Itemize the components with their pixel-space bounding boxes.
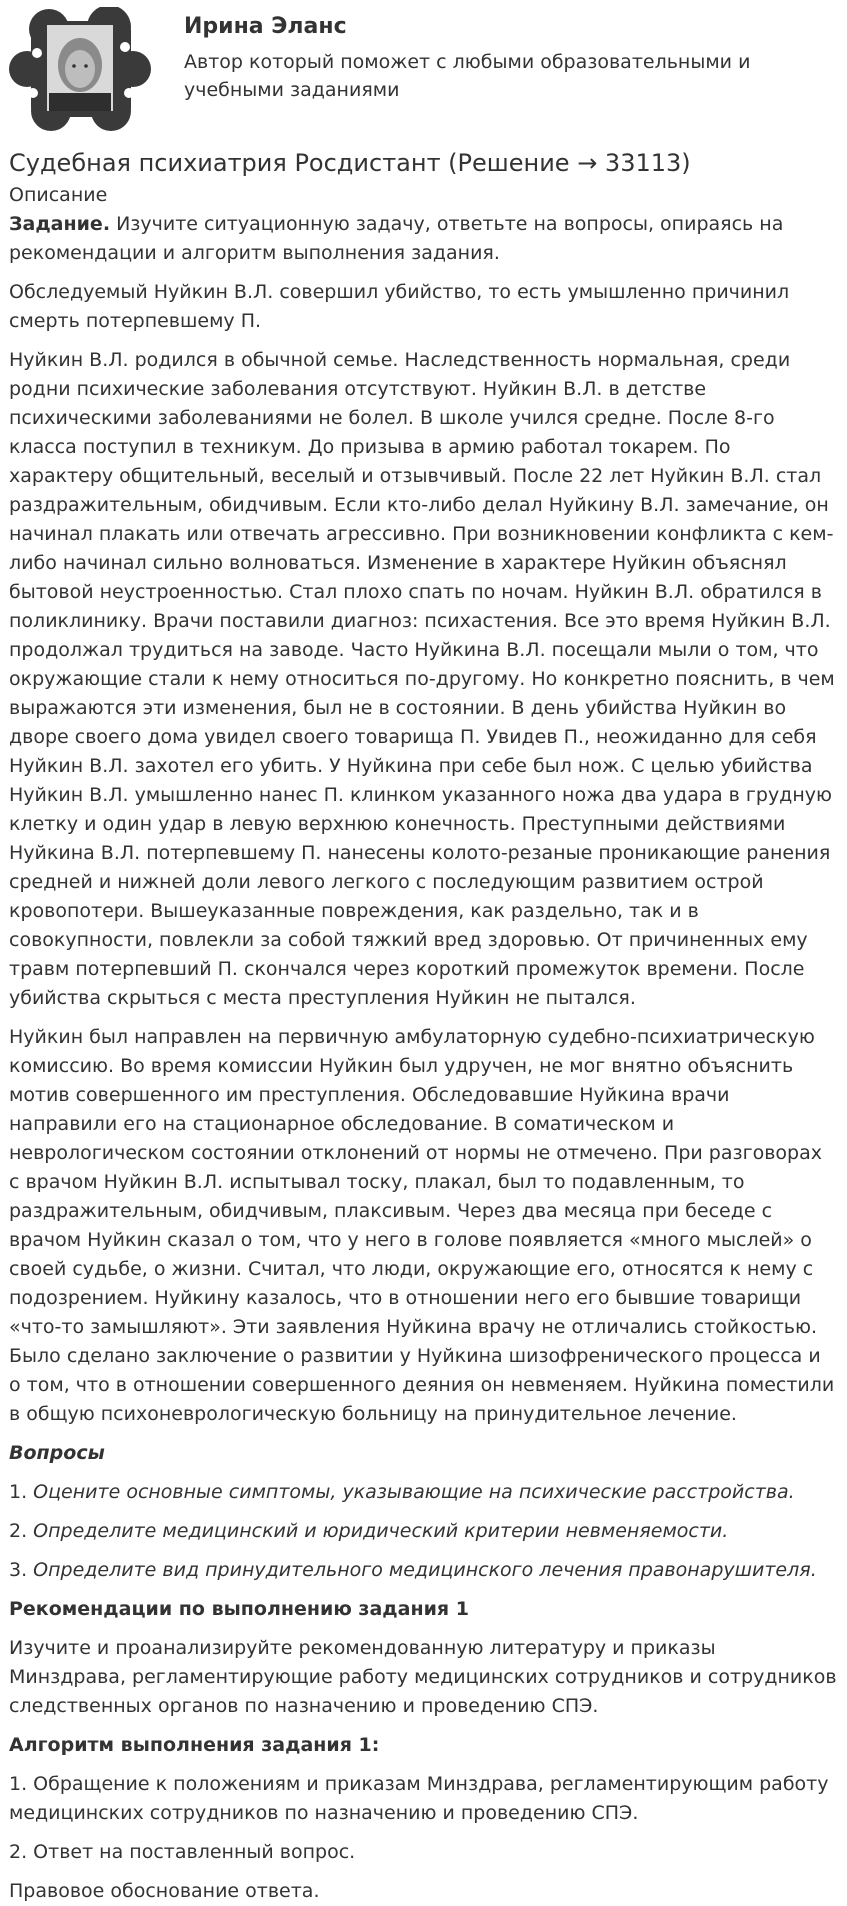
case-paragraph-2: Нуйкин В.Л. родился в обычной семье. Наследственность нормальная, среди родни психические заболевания отсутствуют. Нуйкин В.Л. в детстве психическими заболеваниями не болел. В школе учился средне. После 8-го класса поступил в техникум. До призыва в армию работал токарем. По характеру общительный, веселый и отзывчивый. После 22 лет Нуйкин В.Л. стал раздражительным, обидчивым. Если кто-либо делал Нуйкину В.Л. замечание, он начинал плакать или отвечать агрессивно. При возникновении конфликта с кем-либо начинал сильно волноваться. Изменение в характере Нуйкин объяснял бытовой неустроенностью. Стал плохо спать по ночам. Нуйкин В.Л. обратился в поликлинику. Врачи поставили диагноз: психастения. Все это время Нуйкин В.Л. продолжал трудиться на заводе. Часто Нуйкина В.Л. посещали мыли о том, что окружающие стали к нему относиться по-другому. Но конкретно пояснить, в чем выражаются эти изменения, был не в состоянии. В день убийства Нуйкин во дворе своего дома увидел своего товарища П. Увидев П., неожиданно для себя Нуйкин В.Л. захотел его убить. У Нуйкина при себе был нож. С целью убийства Нуйкин В.Л. умышленно нанес П. клинком указанного ножа два удара в грудную клетку и один удар в левую верхнюю конечность. Преступными действиями Нуйкина В.Л. потерпевшему П. нанесены колото-резаные проникающие ранения средней и нижней доли левого легкого с последующим развитием острой кровопотери. Вышеуказанные повреждения, как раздельно, так и в совокупности, повлекли за собой тяжкий вред здоровью. От причиненных ему травм потерпевший П. скончался через короткий промежуток времени. После убийства скрыться с места преступления Нуйкин не пытался. <box>9 349 835 1009</box>
author-name[interactable]: Ирина Эланс <box>184 14 347 39</box>
author-block <box>9 0 837 138</box>
recommendations-heading: Рекомендации по выполнению задания 1 <box>9 1598 469 1620</box>
question-text: Определите вид принудительного медицинского лечения правонарушителя. <box>33 1559 817 1581</box>
questions-heading: Вопросы <box>9 1442 105 1464</box>
question-number: 2. <box>9 1520 34 1542</box>
case-paragraph-3: Нуйкин был направлен на первичную амбулаторную судебно-психиатрическую комиссию. Во время комиссии Нуйкин был удручен, не мог внятно объяснить мотив совершенного им преступления. Обследовавшие Нуйкина врачи направили его на стационарное обследование. В соматическом и неврологическом состоянии отклонений от нормы не отмечено. При разговорах с врачом Нуйкин В.Л. испытывал тоску, плакал, был то подавленным, то раздражительным, обидчивым, плаксивым. Через два месяца при беседе с врачом Нуйкин сказал о том, что у него в голове появляется «много мыслей» о своей судьбе, о жизни. Считал, что люди, окружающие его, относятся к нему с подозрением. Нуйкину казалось, что в отношении него его бывшие товарищи «что-то замышляют». Эти заявления Нуйкина врачу не отличались стойкостью. Было сделано заключение о развитии у Нуйкина шизофренического процесса и о том, что в отношении совершенного деяния он невменяем. Нуйкина поместили в общую психоневрологическую больницу на принудительное лечение. <box>9 1026 835 1425</box>
task-label: Задание. <box>9 213 111 235</box>
question-item <box>9 1517 837 1546</box>
case-paragraph-1: Обследуемый Нуйкин В.Л. совершил убийство, то есть умышленно причинил смерть потерпевшему П. <box>9 281 790 332</box>
question-text: Оцените основные симптомы, указывающие на психические расстройства. <box>33 1481 795 1503</box>
question-item <box>9 1556 837 1585</box>
author-description: Автор который поможет с любыми образовательными и учебными заданиями <box>184 51 751 101</box>
algorithm-item: 2. Ответ на поставленный вопрос. <box>9 1841 356 1863</box>
author-avatar[interactable] <box>9 7 151 131</box>
algorithm-heading: Алгоритм выполнения задания 1: <box>9 1734 380 1756</box>
author-info <box>184 13 804 104</box>
task-paragraph <box>9 210 837 268</box>
algorithm-item: Правовое обоснование ответа. <box>9 1880 320 1902</box>
recommendations-text: Изучите и проанализируйте рекомендованную литературу и приказы Минздрава, регламентирующие работу медицинских сотрудников и сотрудников следственных органов по назначению и проведению СПЭ. <box>9 1637 837 1717</box>
question-number: 1. <box>9 1481 34 1503</box>
question-item <box>9 1478 837 1507</box>
question-text: Определите медицинский и юридический критерии невменяемости. <box>33 1520 729 1542</box>
algorithm-item: 1. Обращение к положениям и приказам Минздрава, регламентирующим работу медицинских сотрудников по назначению и проведению СПЭ. <box>9 1773 829 1824</box>
task-text: Изучите ситуационную задачу, ответьте на вопросы, опираясь на рекомендации и алгоритм выполнения задания. <box>9 213 784 264</box>
page-title: Судебная психиатрия Росдистант (Решение → 33113) <box>9 149 691 177</box>
question-number: 3. <box>9 1559 34 1581</box>
description-label: Описание <box>9 184 108 206</box>
